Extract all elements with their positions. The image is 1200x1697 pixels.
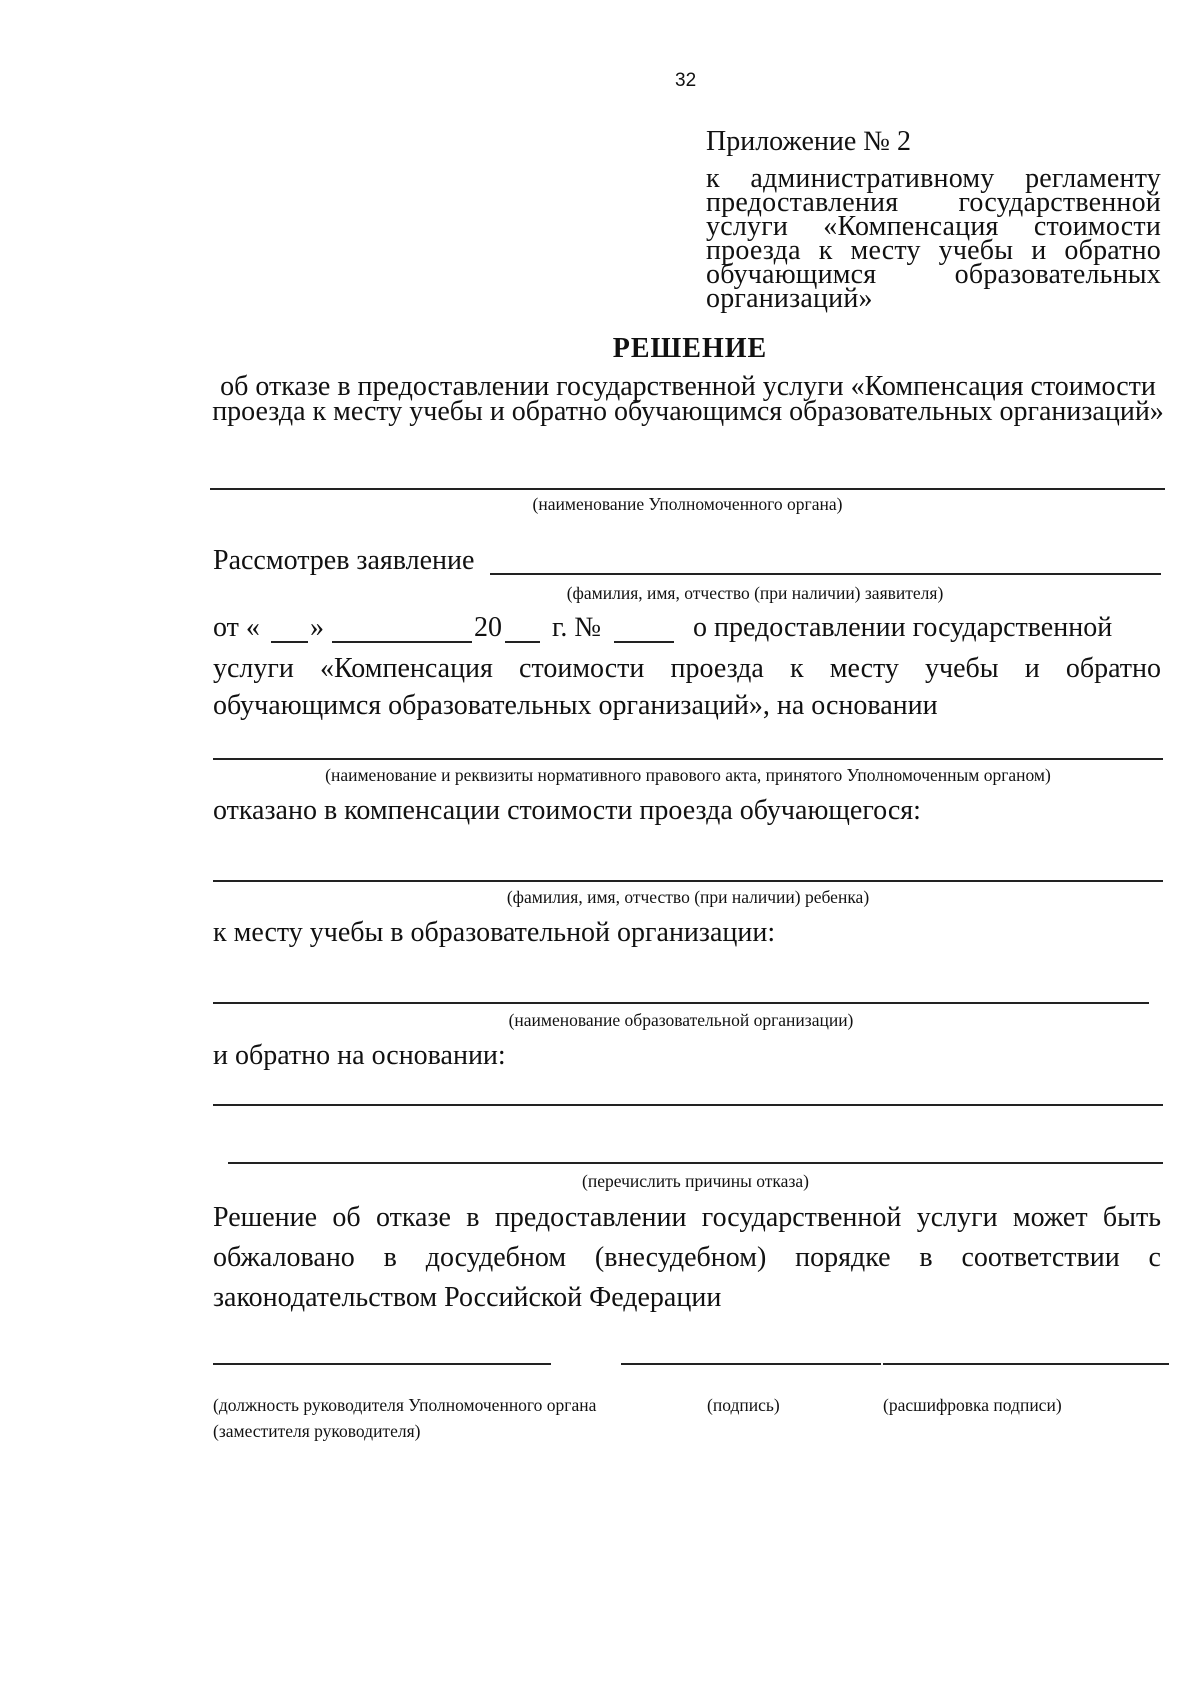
legal-act-caption: (наименование и реквизиты нормативного правового акта, принятого Уполномоченным органом) [325, 765, 1051, 785]
date-day-line[interactable] [271, 641, 308, 643]
signature-line[interactable] [621, 1363, 881, 1365]
child-caption: (фамилия, имя, отчество (при наличии) ребенка) [506, 887, 870, 907]
appendix-title: Приложение № 2 [706, 126, 911, 157]
reasons-line-2[interactable] [228, 1162, 1163, 1164]
reasons-caption: (перечислить причины отказа) [582, 1171, 809, 1191]
decision-subtitle: об отказе в предоставлении государственной услуги «Компенсация стоимости проезда к месту учебы и обратно обучающимся образовательных организаций» [212, 371, 1164, 427]
back-text: и обратно на основании: [213, 1040, 506, 1071]
date-from-label: от « [213, 612, 260, 643]
date-quote-close: » [310, 612, 324, 643]
signature-decode-caption: (расшифровка подписи) [883, 1395, 1062, 1415]
signature-caption: (подпись) [707, 1395, 780, 1415]
considered-label: Рассмотрев заявление [213, 545, 475, 576]
refused-text: отказано в компенсации стоимости проезда обучающегося: [213, 795, 921, 826]
applicant-name-line[interactable] [490, 573, 1161, 575]
appendix-text: к административному регламенту предоставления государственной услуги «Компенсация стоимости проезда к месту учебы и обратно обучающимся образовательных организаций» [706, 163, 1161, 314]
number-label: г. № [552, 612, 602, 643]
service-text-rest: услуги «Компенсация стоимости проезда к месту учебы и обратно обучающимся образовательных организаций», на основании [213, 653, 1161, 721]
position-caption: (должность руководителя Уполномоченного органа (заместителя руководителя) [213, 1395, 597, 1441]
signature-decode-line[interactable] [883, 1363, 1169, 1365]
organization-caption: (наименование образовательной организации) [508, 1010, 854, 1030]
position-line[interactable] [213, 1363, 551, 1365]
legal-act-line[interactable] [213, 758, 1163, 760]
authority-name-line[interactable] [210, 488, 1165, 490]
reasons-line-1[interactable] [213, 1104, 1163, 1106]
study-place-text: к месту учебы в образовательной организации: [213, 917, 776, 948]
date-year-line[interactable] [505, 641, 540, 643]
appeal-text: Решение об отказе в предоставлении государственной услуги может быть обжаловано в досудебном (внесудебном) порядке в соответствии с законодательством Российской Федерации [213, 1202, 1161, 1313]
date-year-prefix: 20 [474, 612, 502, 643]
date-month-line[interactable] [332, 641, 472, 643]
child-name-line[interactable] [213, 880, 1163, 882]
page-number: 32 [675, 70, 697, 91]
authority-caption: (наименование Уполномоченного органа) [532, 494, 843, 514]
application-number-line[interactable] [614, 641, 674, 643]
service-text-first: о предоставлении государственной [693, 612, 1113, 643]
decision-title: РЕШЕНИЕ [612, 333, 768, 364]
applicant-caption: (фамилия, имя, отчество (при наличии) заявителя) [566, 583, 944, 603]
organization-name-line[interactable] [213, 1002, 1149, 1004]
